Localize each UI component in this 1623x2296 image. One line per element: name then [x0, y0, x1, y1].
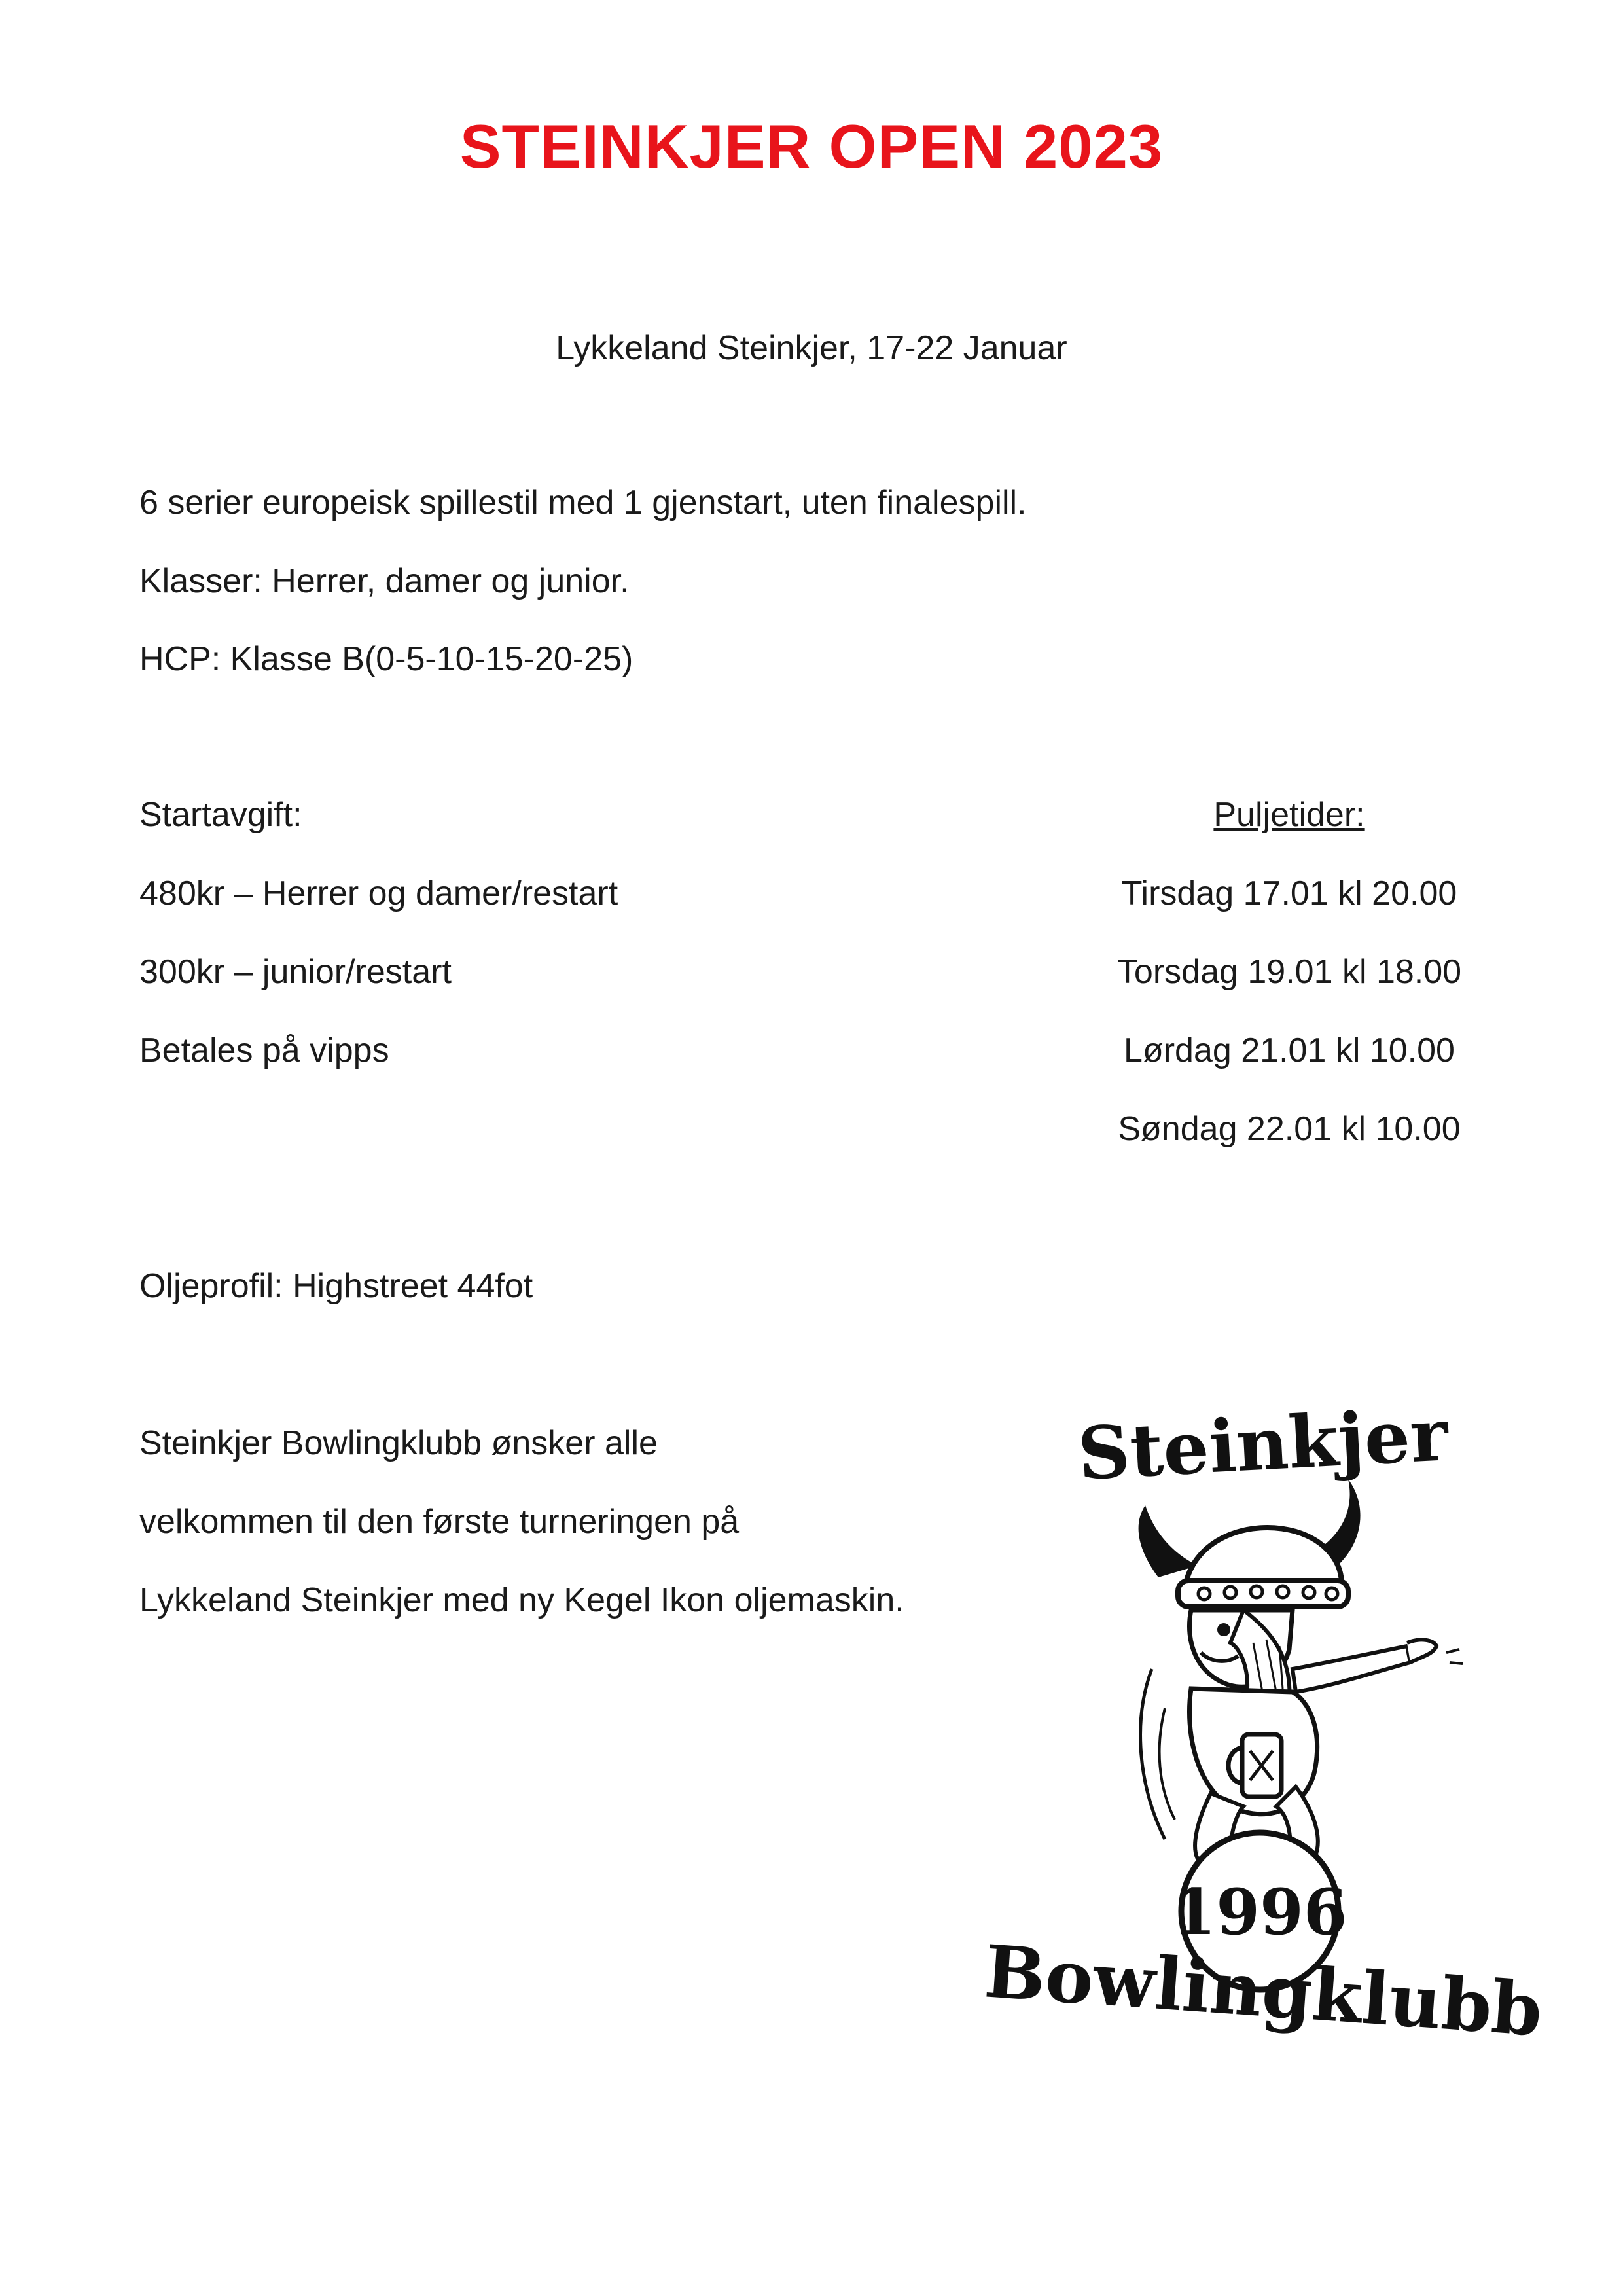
welcome-line: Steinkjer Bowlingklubb ønsker alle	[139, 1424, 658, 1462]
page-title: STEINKJER OPEN 2023	[459, 112, 1164, 181]
svg-text:Bowlingklubb: Bowlingklubb	[982, 1929, 1545, 2053]
svg-text:Steinkjer: Steinkjer	[1075, 1392, 1450, 1496]
club-logo	[982, 1392, 1545, 2053]
fee-payment: Betales på vipps	[139, 1031, 389, 1069]
svg-text:1996: 1996	[1172, 1875, 1347, 1949]
session-time: Torsdag 19.01 kl 18.00	[1116, 953, 1462, 991]
info-hcp: HCP: Klasse B(0-5-10-15-20-25)	[139, 640, 633, 678]
info-format: 6 serier europeisk spillestil med 1 gjenstart, uten finalespill.	[139, 484, 1027, 522]
oil-profile: Oljeprofil: Highstreet 44fot	[139, 1267, 533, 1305]
welcome-line: velkommen til den første turneringen på	[139, 1503, 740, 1541]
sessions-heading: Puljetider:	[1213, 796, 1365, 834]
welcome-line: Lykkeland Steinkjer med ny Kegel Ikon oljemaskin.	[139, 1581, 904, 1619]
session-time: Tirsdag 17.01 kl 20.00	[1121, 874, 1457, 912]
event-location-dates: Lykkeland Steinkjer, 17-22 Januar	[556, 329, 1067, 367]
fees-heading: Startavgift:	[139, 796, 302, 834]
info-classes: Klasser: Herrer, damer og junior.	[139, 562, 630, 600]
fee-adult: 480kr – Herrer og damer/restart	[139, 874, 618, 912]
fee-junior: 300kr – junior/restart	[139, 953, 452, 991]
session-time: Lørdag 21.01 kl 10.00	[1124, 1031, 1455, 1069]
session-time: Søndag 22.01 kl 10.00	[1118, 1110, 1461, 1148]
